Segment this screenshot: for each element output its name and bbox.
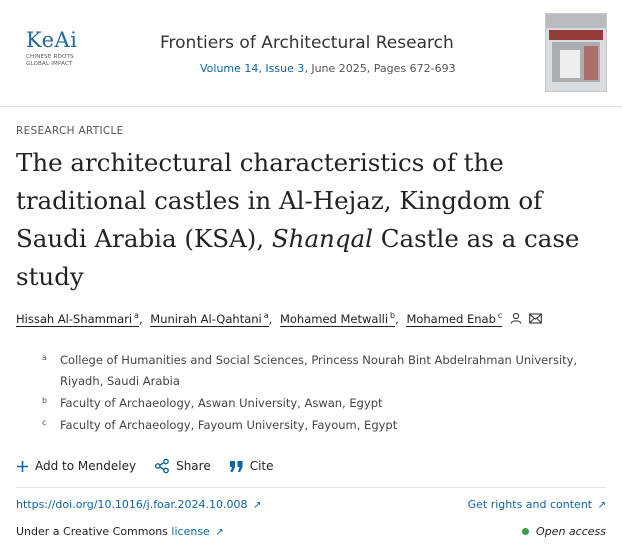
affiliation-text: College of Humanities and Social Sciences, Princess Nourah Bint Abdelrahman University, Riyadh, Saudi Arabia bbox=[60, 353, 578, 388]
author-name: Mohamed Metwalli bbox=[279, 311, 389, 326]
affiliation-label: b bbox=[42, 396, 48, 405]
journal-title[interactable]: Frontiers of Architectural Research bbox=[160, 33, 454, 53]
author-sup: a bbox=[263, 311, 269, 320]
external-arrow-icon: ↗ bbox=[215, 527, 224, 538]
person-icon[interactable] bbox=[510, 312, 522, 324]
article-type: RESEARCH ARTICLE bbox=[16, 125, 124, 137]
article-actions bbox=[16, 458, 292, 474]
journal-meta-rest: , June 2025, Pages 672-693 bbox=[304, 62, 456, 75]
affiliation-item bbox=[40, 350, 610, 392]
author-link[interactable] bbox=[150, 312, 268, 327]
title-part1: The architectural characteristics of the traditional castles in Al-Hejaz, Kingdom of Saudi Arabia (KSA), bbox=[16, 148, 543, 253]
author-sep: , bbox=[395, 311, 399, 326]
article-title bbox=[16, 144, 611, 296]
affiliation-item bbox=[40, 415, 610, 436]
author-name: Hissah Al-Shammari bbox=[16, 311, 133, 326]
author-link[interactable] bbox=[406, 312, 502, 327]
license-link-text: license bbox=[171, 525, 210, 538]
affiliation-list bbox=[40, 350, 610, 437]
envelope-icon[interactable] bbox=[529, 313, 542, 324]
volume-issue-link[interactable]: Volume 14, Issue 3 bbox=[200, 62, 305, 75]
doi-text: https://doi.org/10.1016/j.foar.2024.10.008 bbox=[16, 498, 248, 511]
rights-link[interactable] bbox=[468, 498, 606, 511]
author-sup: a bbox=[134, 311, 139, 320]
share-icon bbox=[154, 458, 170, 474]
journal-cover-image[interactable] bbox=[545, 13, 607, 92]
share-button[interactable] bbox=[154, 458, 211, 474]
author-name: Munirah Al-Qahtani bbox=[150, 311, 262, 326]
author-sup: b bbox=[390, 311, 396, 320]
open-access-label: Open access bbox=[536, 525, 606, 538]
share-label: Share bbox=[176, 459, 211, 473]
affiliation-text: Faculty of Archaeology, Fayoum University, Fayoum, Egypt bbox=[60, 418, 398, 432]
author-list bbox=[16, 311, 542, 326]
affiliation-label: c bbox=[42, 418, 47, 427]
title-italic: Shanqal bbox=[271, 224, 373, 253]
author-sup: c bbox=[497, 311, 503, 320]
cite-label: Cite bbox=[249, 459, 274, 473]
logo-word: KeAi bbox=[26, 28, 78, 52]
journal-header bbox=[0, 0, 622, 107]
logo-tagline bbox=[26, 54, 77, 68]
title-part2: Castle as a case study bbox=[16, 224, 580, 291]
quote-icon bbox=[229, 460, 244, 473]
mendeley-label: Add to Mendeley bbox=[35, 459, 137, 473]
affiliation-text: Faculty of Archaeology, Aswan University, Aswan, Egypt bbox=[60, 396, 383, 410]
author-sep: , bbox=[268, 311, 273, 326]
plus-icon bbox=[16, 460, 29, 473]
divider bbox=[16, 487, 606, 488]
author-link[interactable] bbox=[280, 312, 395, 327]
license-info bbox=[16, 525, 224, 538]
cite-button[interactable] bbox=[229, 459, 274, 473]
license-prefix: Under a Creative Commons bbox=[16, 525, 172, 538]
rights-text: Get rights and content bbox=[467, 498, 593, 511]
logo-tagline-line2: GLOBAL IMPACT bbox=[26, 61, 73, 67]
affiliation-label: a bbox=[42, 353, 47, 362]
doi-link[interactable] bbox=[16, 498, 261, 511]
publisher-logo[interactable] bbox=[26, 30, 77, 68]
author-name: Mohamed Enab bbox=[406, 311, 496, 326]
external-arrow-icon: ↗ bbox=[597, 500, 606, 511]
author-link[interactable] bbox=[16, 312, 139, 327]
author-sep: , bbox=[138, 311, 143, 326]
open-access-dot-icon bbox=[522, 528, 529, 535]
add-to-mendeley-button[interactable] bbox=[16, 459, 136, 473]
external-arrow-icon: ↗ bbox=[253, 500, 262, 511]
open-access-badge bbox=[522, 525, 606, 538]
license-link[interactable] bbox=[171, 525, 223, 538]
logo-tagline-line1: CHINESE ROOTS bbox=[26, 54, 74, 60]
affiliation-item bbox=[40, 393, 610, 414]
journal-meta bbox=[200, 62, 456, 75]
